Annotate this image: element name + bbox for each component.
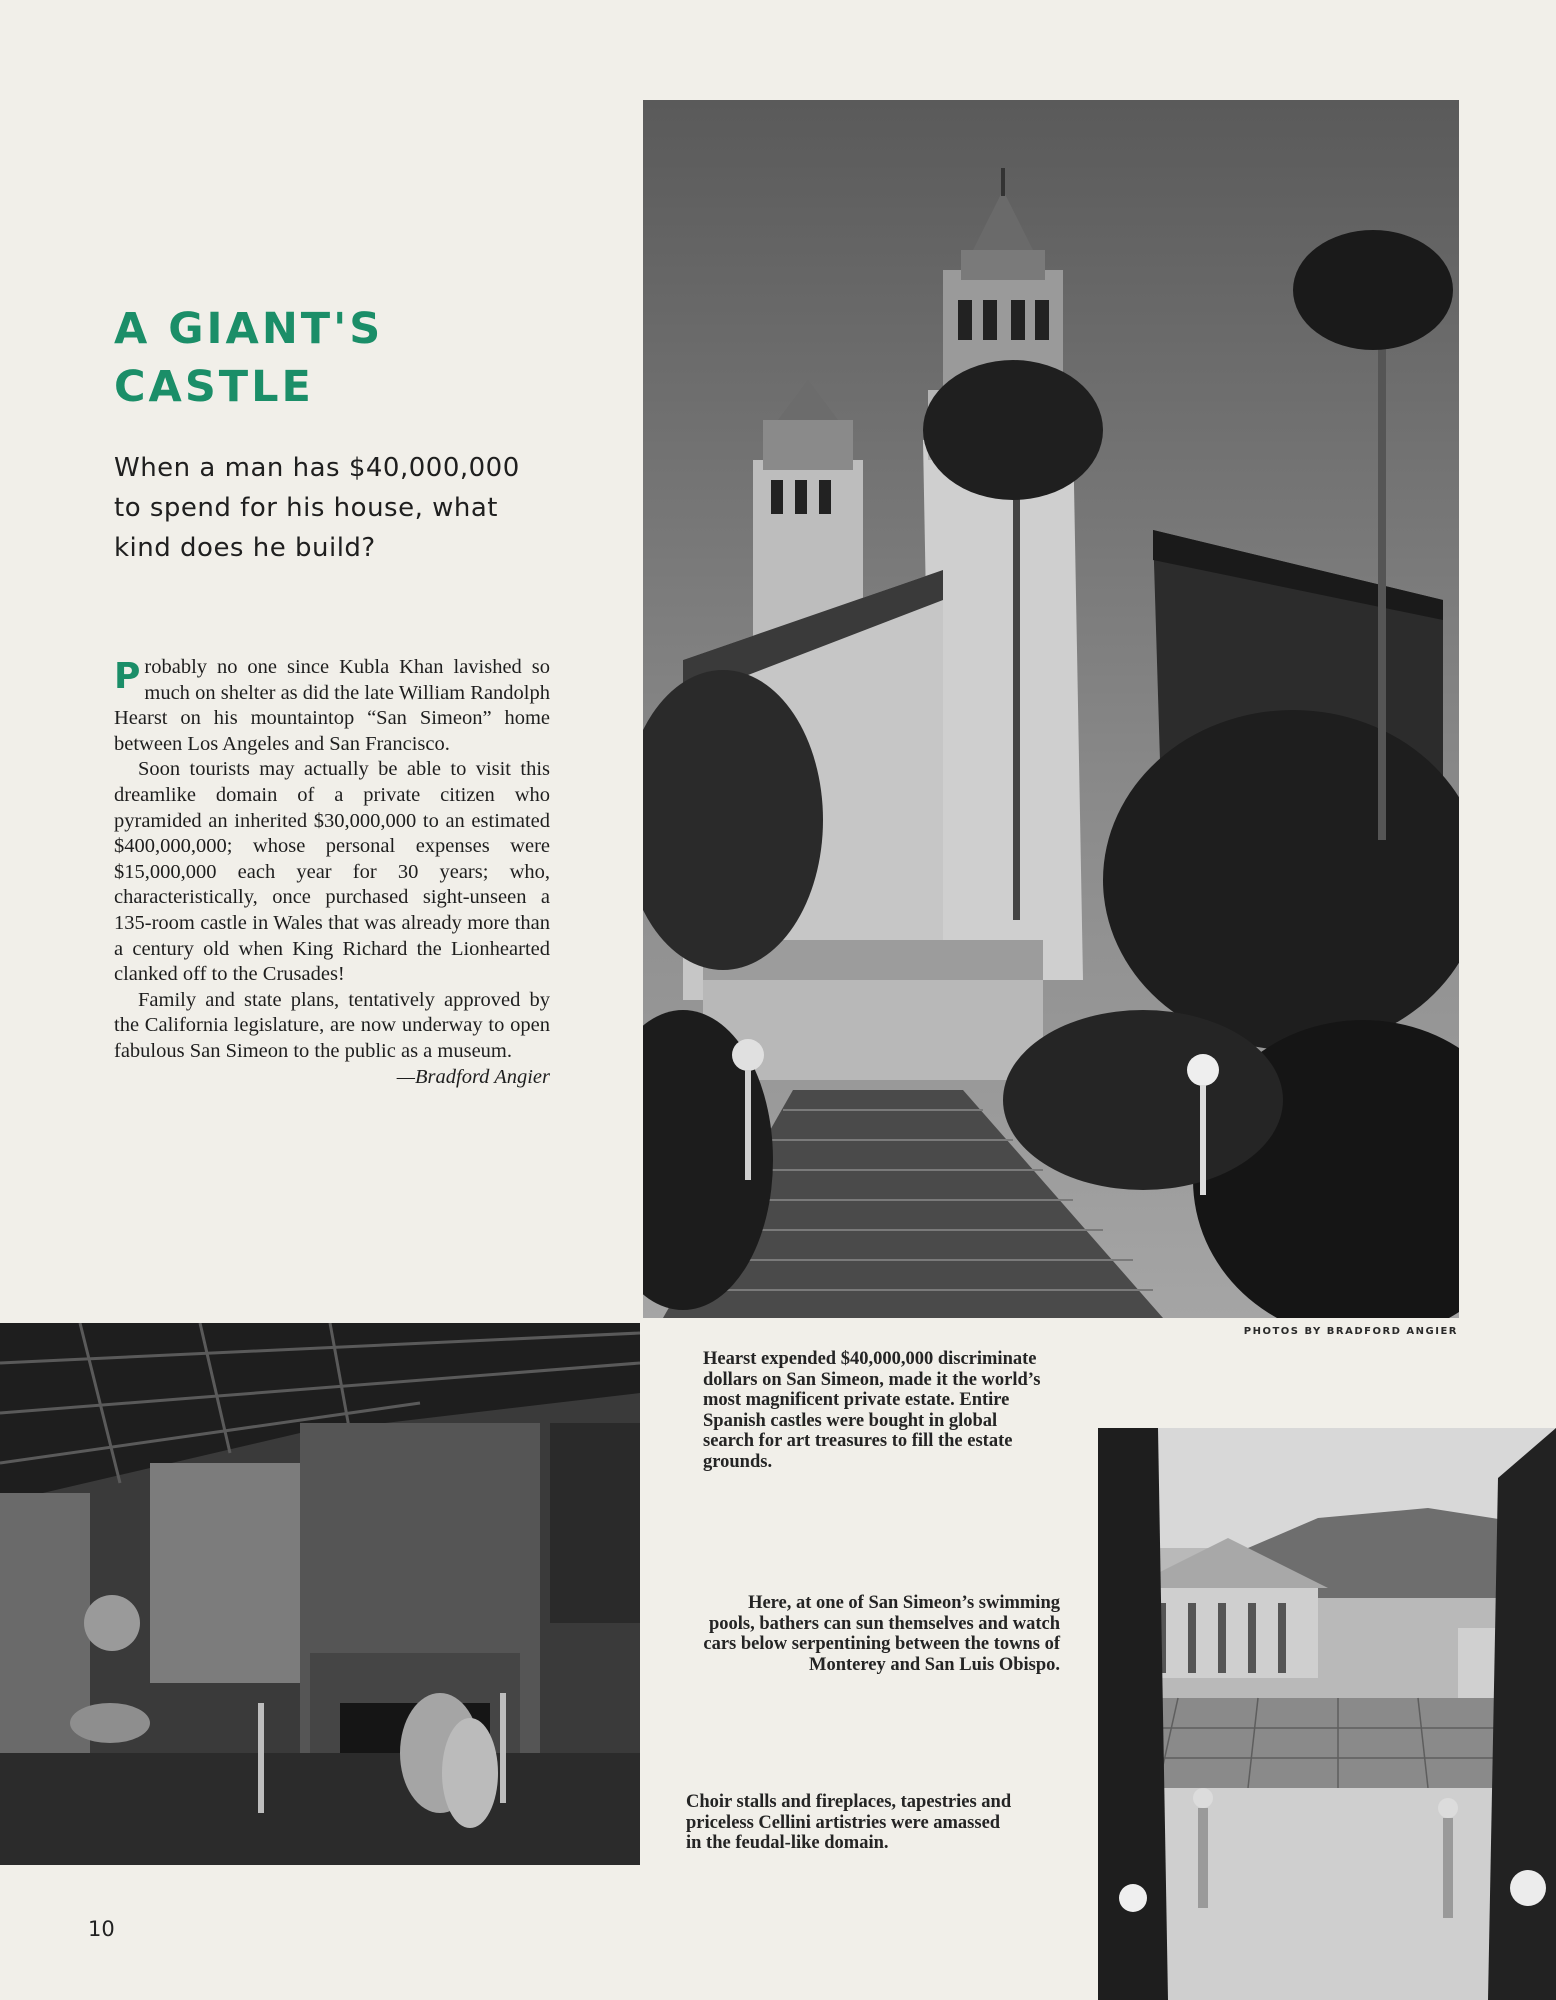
drop-cap: P [114,656,141,697]
headline-line-1: A GIANT'S [114,304,384,354]
caption-castle: Hearst expended $40,000,000 discriminate dollars on San Simeon, made it the world’s most magnificent private estate. Entire Spanish castles were bought in global search for art treasures to fill the estate grounds. [703,1349,1041,1472]
photo-credit: PHOTOS BY BRADFORD ANGIER [1243,1326,1458,1337]
headline-line-2: CASTLE [114,362,314,412]
body-paragraph-1 [114,655,550,757]
pool-illustration [1098,1428,1556,2000]
castle-photo [643,100,1459,1318]
castle-illustration [643,100,1459,1318]
article-body [114,655,550,1090]
byline: —Bradford Angier [396,1065,550,1088]
paragraph-1-text: robably no one since Kubla Khan lavished so much on shelter as did the late William Randolph Hearst on his mountaintop “San Simeon” home between Los Angeles and San Francisco. [114,656,550,755]
page-number: 10 [88,1917,115,1941]
great-hall-illustration [0,1323,640,1865]
pool-photo [1098,1428,1556,2000]
article-headline [114,300,383,416]
body-paragraph-2: Soon tourists may actually be able to visit this dreamlike domain of a private citizen who pyramided an inherited $30,000,000 to an estimated $400,000,000; whose personal expenses were $15,000,000 each year for 30 years; who, characteristically, once purchased sight-unseen a 135-room castle in Wales that was already more than a century old when King Richard the Lionhearted clanked off to the Crusades! [114,758,550,986]
body-paragraph-3: Family and state plans, tentatively approved by the California legislature, are now underway to open fabulous San Simeon to the public as a museum. [114,988,550,1062]
article-deck: When a man has $40,000,000 to spend for his house, what kind does he build? [114,453,520,563]
great-hall-photo [0,1323,640,1865]
caption-hall: Choir stalls and fireplaces, tapestries and priceless Cellini artistries were amassed in the feudal-like domain. [686,1792,1012,1853]
caption-pool: Here, at one of San Simeon’s swimming pools, bathers can sun themselves and watch cars below serpentining between the towns of Monterey and San Luis Obispo. [703,1593,1060,1675]
